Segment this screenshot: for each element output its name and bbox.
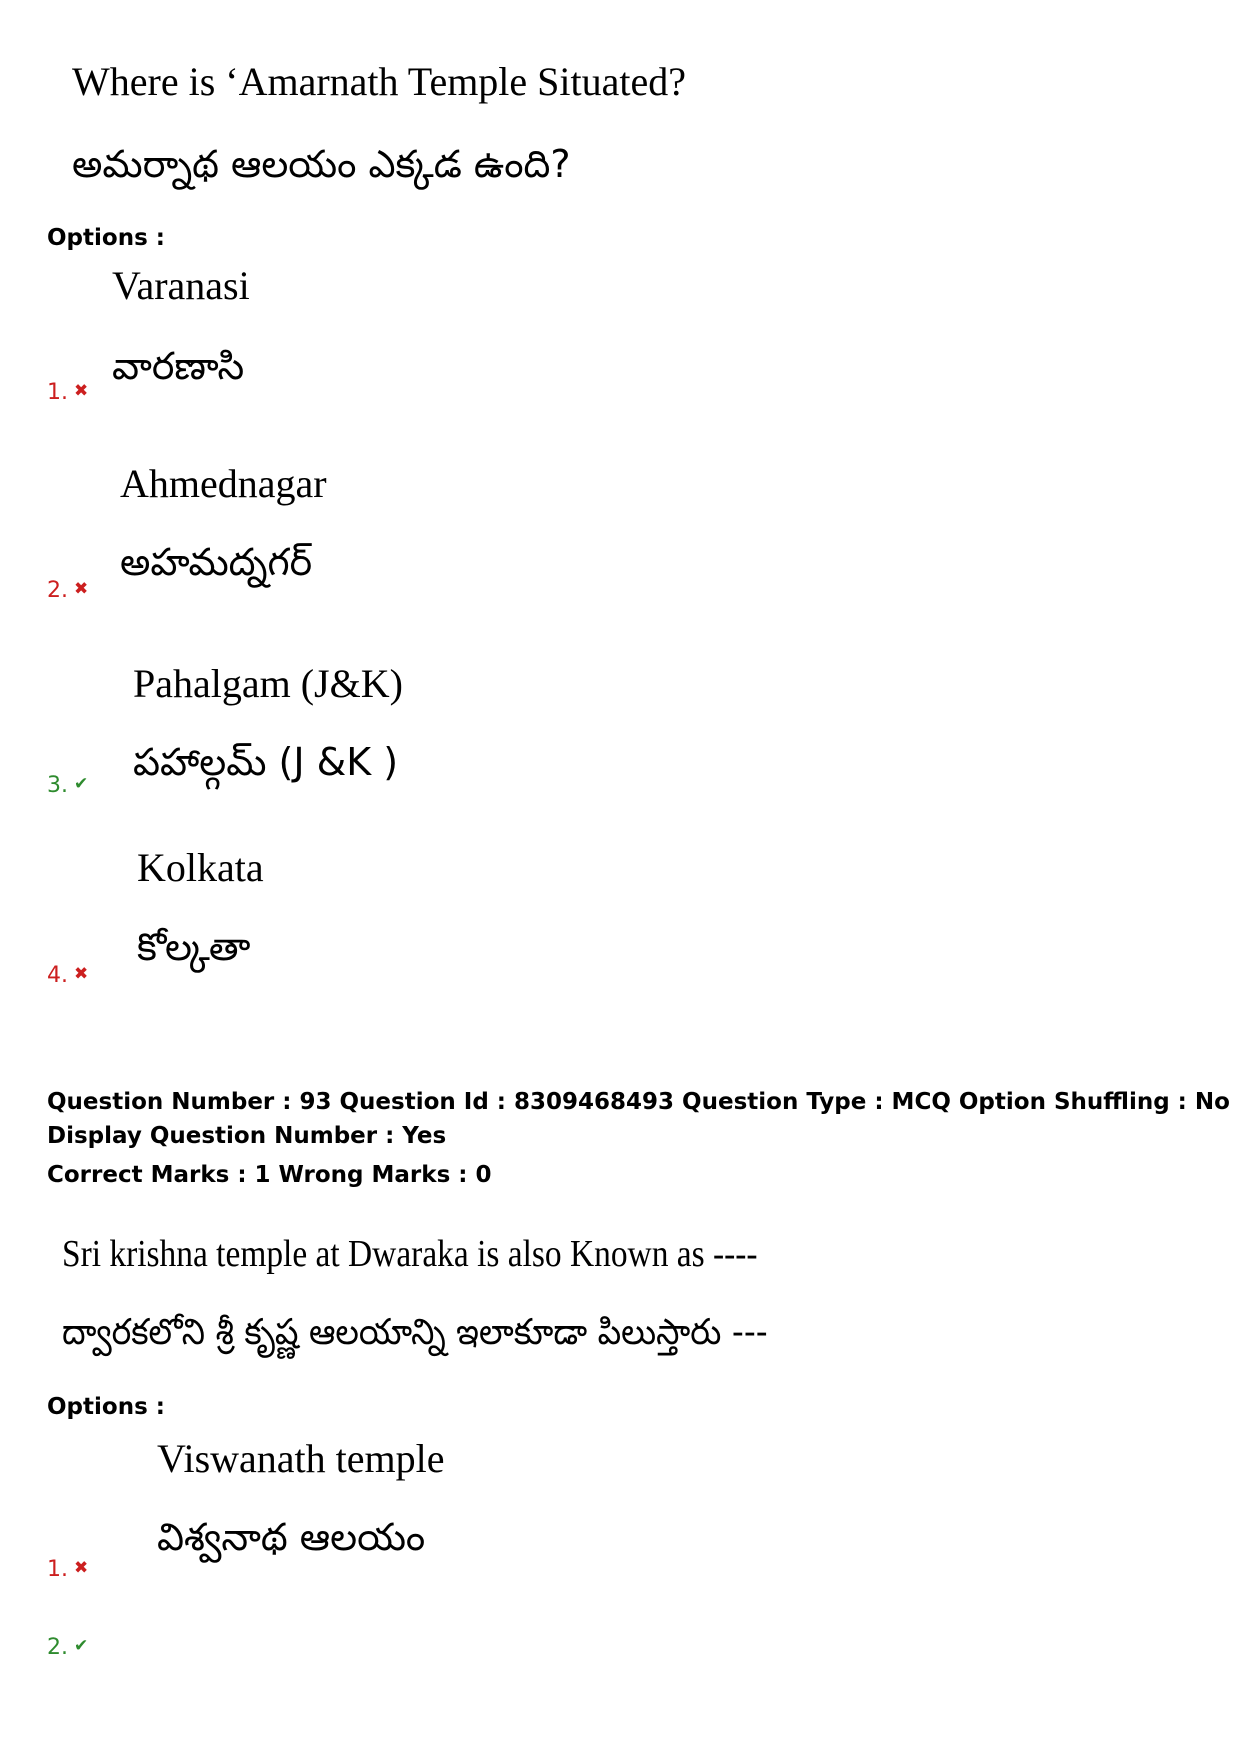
option-text-te: అహమద్నగర్: [120, 540, 313, 584]
option-number[interactable]: [47, 380, 88, 405]
option-number-label: 2.: [47, 1635, 68, 1660]
question-text-en: Where is ‘Amarnath Temple Situated?: [72, 59, 687, 104]
question-meta: Question Number : 93 Question Id : 8309468493 Question Type : MCQ Option Shuffling : No: [47, 1089, 1230, 1115]
option-number-label: 4.: [47, 963, 68, 988]
option-text-te: వారణాసి: [112, 344, 245, 388]
options-label: Options :: [47, 225, 165, 251]
option-text-en: Ahmednagar: [120, 461, 327, 506]
option-text-te: విశ్వనాథ ఆలయం: [157, 1515, 426, 1559]
option-number-label: 1.: [47, 1557, 68, 1582]
cross-icon: ✖: [74, 964, 89, 984]
check-icon: ✔: [74, 774, 89, 794]
option-number[interactable]: [47, 1557, 88, 1582]
question-text-en: Sri krishna temple at Dwaraka is also Known as ----: [62, 1233, 758, 1275]
option-text-en: Viswanath temple: [157, 1436, 445, 1481]
option-number[interactable]: [47, 1635, 88, 1660]
options-label: Options :: [47, 1394, 165, 1420]
option-number[interactable]: [47, 773, 88, 798]
cross-icon: ✖: [74, 579, 89, 599]
option-number-label: 3.: [47, 773, 68, 798]
option-number[interactable]: [47, 578, 88, 603]
question-text-te: ద్వారకలోని శ్రీ కృష్ణ ఆలయాన్ని ఇలాకూడా పిలుస్తారు ---: [62, 1312, 768, 1353]
cross-icon: ✖: [74, 381, 89, 401]
option-text-en: Kolkata: [137, 845, 264, 890]
option-number-label: 2.: [47, 578, 68, 603]
option-text-te: కోల్కతా: [137, 925, 251, 969]
cross-icon: ✖: [74, 1558, 89, 1578]
marks-info: Correct Marks : 1 Wrong Marks : 0: [47, 1162, 492, 1188]
option-text-en: Pahalgam (J&K): [133, 661, 403, 706]
option-number[interactable]: [47, 963, 88, 988]
check-icon: ✔: [74, 1636, 89, 1656]
question-text-te: అమర్నాథ ఆలయం ఎక్కడ ఉంది?: [72, 142, 571, 186]
option-number-label: 1.: [47, 380, 68, 405]
option-text-te: పహాల్గమ్ (J &K ): [133, 740, 399, 784]
display-question-number: Display Question Number : Yes: [47, 1123, 447, 1149]
option-text-en: Varanasi: [112, 263, 250, 308]
